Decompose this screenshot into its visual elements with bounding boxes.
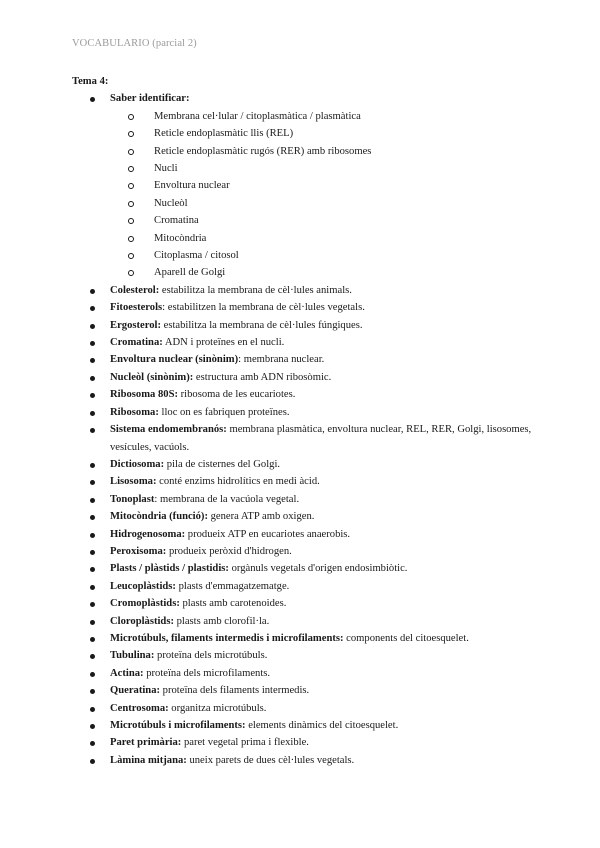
vocabulary-item — [72, 456, 542, 473]
section-title: Tema 4: — [72, 76, 109, 87]
bullet-icon — [90, 672, 95, 677]
vocabulary-item — [72, 491, 542, 508]
bullet-icon — [90, 654, 95, 659]
bullet-icon — [90, 637, 95, 642]
vocabulary-definition: estructura amb ADN ribosòmic. — [193, 371, 332, 383]
vocabulary-definition: : membrana nuclear. — [238, 354, 325, 366]
vocabulary-definition: estabilitza la membrana de cèl·lules animals. — [159, 284, 352, 296]
identify-item-text: Citoplasma / citosol — [154, 250, 239, 262]
vocabulary-term: Fitoesterols — [110, 302, 163, 314]
vocabulary-item — [72, 734, 542, 751]
bullet-icon — [90, 585, 95, 590]
vocabulary-item — [72, 560, 542, 577]
vocabulary-item — [72, 700, 542, 717]
identify-item — [110, 160, 542, 177]
hollow-circle-bullet-icon — [128, 131, 134, 137]
vocabulary-definition: orgànuls vegetals d'origen endosimbiòtic. — [228, 563, 408, 575]
bullet-icon — [90, 306, 95, 311]
bullet-icon — [90, 411, 95, 416]
vocabulary-term: Tubulina: — [110, 650, 155, 662]
vocabulary-term: Paret primària: — [110, 737, 182, 749]
vocabulary-term: Cloroplàstids: — [110, 615, 174, 627]
identify-item — [110, 247, 542, 264]
hollow-circle-bullet-icon — [128, 114, 134, 120]
identify-item-text: Reticle endoplasmàtic rugós (RER) amb ribosomes — [154, 145, 372, 157]
vocabulary-term: Mitocòndria (funció): — [110, 511, 208, 523]
bullet-icon — [90, 97, 95, 102]
vocabulary-term: Cromatina: — [110, 337, 163, 349]
vocabulary-item — [72, 543, 542, 560]
bullet-icon — [90, 533, 95, 538]
vocabulary-item — [72, 386, 542, 403]
vocabulary-definition: uneix parets de dues cèl·lules vegetals. — [186, 754, 355, 766]
vocabulary-definition: plasts d'emmagatzematge. — [175, 580, 290, 592]
vocabulary-term: Dictiosoma: — [110, 458, 165, 470]
vocabulary-item — [72, 717, 542, 734]
vocabulary-item — [72, 299, 542, 316]
identify-item — [110, 177, 542, 194]
vocabulary-term: Microtúbuls, filaments intermedis i microfilaments: — [110, 632, 344, 644]
bullet-icon — [90, 620, 95, 625]
identify-item-text: Aparell de Golgi — [154, 267, 226, 279]
hollow-circle-bullet-icon — [128, 270, 134, 276]
vocabulary-item — [72, 665, 542, 682]
identify-item — [110, 143, 542, 160]
vocabulary-definition: produeix peròxid d'hidrogen. — [166, 545, 292, 557]
vocabulary-item — [72, 351, 542, 368]
bullet-icon — [90, 515, 95, 520]
hollow-circle-bullet-icon — [128, 201, 134, 207]
hollow-circle-bullet-icon — [128, 183, 134, 189]
vocabulary-term: Microtúbuls i microfilaments: — [110, 720, 246, 732]
vocabulary-definition: conté enzims hidrolítics en medi àcid. — [156, 476, 320, 488]
vocabulary-term: Ribosoma: — [110, 406, 159, 418]
identify-item — [110, 212, 542, 229]
vocabulary-term: Ribosoma 80S: — [110, 389, 178, 401]
vocabulary-item — [72, 508, 542, 525]
vocabulary-definition: estabilitza la membrana de cèl·lules fúngiques. — [161, 319, 363, 331]
vocabulary-definition: genera ATP amb oxigen. — [207, 511, 315, 523]
hollow-circle-bullet-icon — [128, 253, 134, 259]
vocabulary-list — [72, 90, 542, 769]
identify-sublist — [110, 108, 542, 282]
vocabulary-definition: : membrana de la vacúola vegetal. — [154, 493, 300, 505]
vocabulary-term: Cromoplàstids: — [110, 598, 180, 610]
bullet-icon — [90, 376, 95, 381]
vocabulary-term: Colesterol: — [110, 284, 160, 296]
vocabulary-term: Lisosoma: — [110, 476, 157, 488]
bullet-icon — [90, 689, 95, 694]
bullet-icon — [90, 741, 95, 746]
bullet-icon — [90, 393, 95, 398]
vocabulary-term: Envoltura nuclear (sinònim) — [110, 354, 239, 366]
hollow-circle-bullet-icon — [128, 218, 134, 224]
bullet-icon — [90, 480, 95, 485]
vocabulary-item — [72, 647, 542, 664]
vocabulary-term: Tonoplast — [110, 493, 155, 505]
identify-item — [110, 125, 542, 142]
vocabulary-definition: elements dinàmics del citoesquelet. — [245, 720, 399, 732]
bullet-icon — [90, 324, 95, 329]
identify-item — [110, 264, 542, 281]
vocabulary-item — [72, 282, 542, 299]
vocabulary-item — [72, 369, 542, 386]
identify-label: Saber identificar: — [110, 93, 190, 105]
identify-item-text: Nucli — [154, 163, 178, 175]
bullet-icon — [90, 463, 95, 468]
vocabulary-definition: organitza microtúbuls. — [168, 702, 267, 714]
vocabulary-term: Làmina mitjana: — [110, 754, 187, 766]
vocabulary-term: Leucoplàstids: — [110, 580, 176, 592]
bullet-icon — [90, 550, 95, 555]
vocabulary-term: Plasts / plàstids / plastidis: — [110, 563, 229, 575]
vocabulary-definition: proteïna dels filaments intermedis. — [160, 685, 310, 697]
vocabulary-definition: membrana plasmàtica, envoltura nuclear, REL, RER, Golgi, lisosomes, vesícules, vacúols. — [110, 424, 532, 453]
bullet-icon — [90, 567, 95, 572]
vocabulary-term: Sistema endomembranós: — [110, 424, 227, 436]
vocabulary-item — [72, 334, 542, 351]
bullet-icon — [90, 707, 95, 712]
vocabulary-item — [72, 421, 542, 456]
bullet-icon — [90, 724, 95, 729]
vocabulary-definition: proteïna dels microtúbuls. — [154, 650, 268, 662]
document-body — [72, 73, 542, 769]
identify-item — [110, 230, 542, 247]
vocabulary-definition: proteïna dels microfilaments. — [143, 667, 271, 679]
bullet-icon — [90, 759, 95, 764]
vocabulary-term: Nucleòl (sinònim): — [110, 371, 194, 383]
vocabulary-definition: plasts amb clorofil·la. — [173, 615, 270, 627]
vocabulary-term: Queratina: — [110, 685, 161, 697]
bullet-icon — [90, 428, 95, 433]
identify-item-text: Mitocòndria — [154, 232, 207, 244]
bullet-icon — [90, 289, 95, 294]
bullet-icon — [90, 358, 95, 363]
identify-item — [110, 195, 542, 212]
vocabulary-term: Hidrogenosoma: — [110, 528, 186, 540]
vocabulary-item — [72, 578, 542, 595]
vocabulary-definition: produeix ATP en eucariotes anaerobis. — [185, 528, 351, 540]
vocabulary-item — [72, 526, 542, 543]
vocabulary-definition: pila de cisternes del Golgi. — [164, 458, 281, 470]
vocabulary-definition: components del citoesquelet. — [343, 632, 469, 644]
vocabulary-item — [72, 630, 542, 647]
vocabulary-item — [72, 613, 542, 630]
vocabulary-item — [72, 317, 542, 334]
identify-item-text: Cromatina — [154, 215, 199, 227]
identify-item-text: Envoltura nuclear — [154, 180, 230, 192]
hollow-circle-bullet-icon — [128, 149, 134, 155]
vocabulary-item — [72, 473, 542, 490]
vocabulary-definition: plasts amb carotenoides. — [179, 598, 287, 610]
vocabulary-definition: ADN i proteïnes en el nucli. — [162, 337, 285, 349]
document-header: VOCABULARIO (parcial 2) — [72, 38, 197, 49]
identify-item-text: Reticle endoplasmàtic llis (REL) — [154, 128, 294, 140]
vocabulary-term: Peroxisoma: — [110, 545, 167, 557]
identify-list-item — [72, 90, 542, 281]
vocabulary-term: Actina: — [110, 667, 144, 679]
vocabulary-item — [72, 682, 542, 699]
vocabulary-item — [72, 595, 542, 612]
vocabulary-definition: : estabilitzen la membrana de cèl·lules vegetals. — [162, 302, 365, 314]
identify-item-text: Nucleòl — [154, 197, 188, 209]
hollow-circle-bullet-icon — [128, 236, 134, 242]
bullet-icon — [90, 341, 95, 346]
hollow-circle-bullet-icon — [128, 166, 134, 172]
vocabulary-definition: paret vegetal prima i flexible. — [181, 737, 309, 749]
vocabulary-term: Centrosoma: — [110, 702, 169, 714]
vocabulary-item — [72, 404, 542, 421]
vocabulary-term: Ergosterol: — [110, 319, 161, 331]
vocabulary-definition: ribosoma de les eucariotes. — [178, 389, 296, 401]
vocabulary-definition: lloc on es fabriquen proteïnes. — [158, 406, 290, 418]
bullet-icon — [90, 602, 95, 607]
identify-item — [110, 108, 542, 125]
identify-item-text: Membrana cel·lular / citoplasmàtica / plasmàtica — [154, 110, 361, 122]
vocabulary-item — [72, 752, 542, 769]
bullet-icon — [90, 498, 95, 503]
